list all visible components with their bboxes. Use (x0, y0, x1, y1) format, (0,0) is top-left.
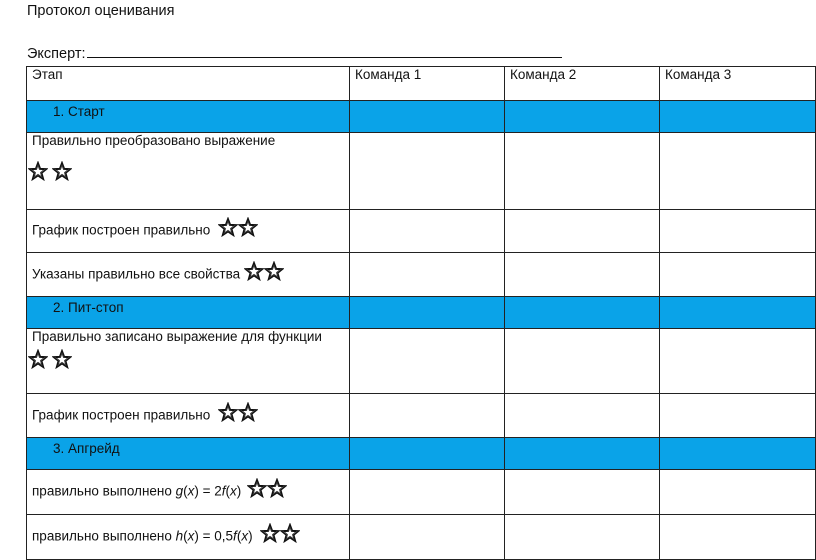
stage-title-start: 1. Старт (27, 101, 350, 133)
star-outline-icon (28, 349, 48, 369)
score-cell[interactable] (505, 470, 660, 515)
score-cell[interactable] (505, 101, 660, 133)
score-cell[interactable] (505, 297, 660, 329)
criterion-text: График построен правильно (32, 222, 211, 238)
score-cell[interactable] (660, 394, 816, 438)
star-outline-icon (267, 478, 287, 498)
star-outline-icon (218, 402, 238, 422)
stage-row-pitstop (27, 297, 816, 329)
criterion-text: График построен правильно (32, 407, 211, 423)
star-outline-icon (260, 523, 280, 543)
star-outline-icon (218, 217, 238, 237)
score-cell[interactable] (660, 210, 816, 253)
stars-pair (28, 349, 349, 369)
criterion-row (27, 515, 816, 560)
criterion-row (27, 253, 816, 297)
score-cell[interactable] (350, 101, 505, 133)
stars-pair (28, 161, 349, 181)
score-cell[interactable] (660, 515, 816, 560)
score-cell[interactable] (350, 329, 505, 394)
star-outline-icon (238, 402, 258, 422)
stage-row-upgrade (27, 438, 816, 470)
score-cell[interactable] (350, 515, 505, 560)
criterion-formula: правильно выполнено g(x) = 2f(x) (32, 483, 242, 499)
header-team-1: Команда 1 (350, 67, 505, 101)
score-cell[interactable] (505, 253, 660, 297)
stage-row-start (27, 101, 816, 133)
star-outline-icon (52, 349, 72, 369)
score-cell[interactable] (660, 253, 816, 297)
star-outline-icon (28, 161, 48, 181)
expert-field (27, 45, 562, 62)
star-outline-icon (280, 523, 300, 543)
evaluation-table (26, 66, 816, 560)
score-cell[interactable] (660, 101, 816, 133)
score-cell[interactable] (350, 210, 505, 253)
star-outline-icon (52, 161, 72, 181)
stars-pair (260, 523, 300, 543)
expert-label: Эксперт: (27, 46, 86, 62)
stage-title-upgrade: 3. Апгрейд (27, 438, 350, 470)
star-outline-icon (247, 478, 267, 498)
criterion-row (27, 133, 816, 210)
criterion-row (27, 394, 816, 438)
criterion-formula: правильно выполнено h(x) = 0,5f(x) (32, 528, 253, 544)
stage-title-pitstop: 2. Пит-стоп (27, 297, 350, 329)
score-cell[interactable] (505, 329, 660, 394)
criterion-row (27, 210, 816, 253)
criterion-cell (27, 133, 350, 210)
header-team-2: Команда 2 (505, 67, 660, 101)
score-cell[interactable] (505, 394, 660, 438)
star-outline-icon (238, 217, 258, 237)
stars-pair (244, 261, 284, 281)
score-cell[interactable] (350, 297, 505, 329)
criterion-text: Указаны правильно все свойства (32, 266, 241, 282)
score-cell[interactable] (350, 470, 505, 515)
criterion-cell (27, 210, 350, 253)
criterion-row (27, 470, 816, 515)
score-cell[interactable] (505, 438, 660, 470)
criterion-cell (27, 253, 350, 297)
stars-pair (247, 478, 287, 498)
stars-pair (218, 402, 258, 422)
header-stage: Этап (27, 67, 350, 101)
expert-signature-line[interactable] (87, 45, 562, 58)
score-cell[interactable] (350, 253, 505, 297)
score-cell[interactable] (350, 133, 505, 210)
score-cell[interactable] (660, 297, 816, 329)
score-cell[interactable] (505, 210, 660, 253)
header-row (27, 67, 816, 101)
criterion-cell (27, 329, 350, 394)
criterion-cell (27, 470, 350, 515)
header-team-3: Команда 3 (660, 67, 816, 101)
star-outline-icon (264, 261, 284, 281)
criterion-cell (27, 515, 350, 560)
criterion-text: Правильно записано выражение для функции (32, 329, 322, 344)
star-outline-icon (244, 261, 264, 281)
criterion-text: Правильно преобразовано выражение (32, 133, 276, 148)
score-cell[interactable] (505, 133, 660, 210)
score-cell[interactable] (660, 470, 816, 515)
criterion-row (27, 329, 816, 394)
criterion-cell (27, 394, 350, 438)
score-cell[interactable] (350, 438, 505, 470)
document-title: Протокол оценивания (27, 3, 175, 19)
score-cell[interactable] (350, 394, 505, 438)
score-cell[interactable] (660, 438, 816, 470)
score-cell[interactable] (660, 329, 816, 394)
stars-pair (218, 217, 258, 237)
score-cell[interactable] (505, 515, 660, 560)
score-cell[interactable] (660, 133, 816, 210)
